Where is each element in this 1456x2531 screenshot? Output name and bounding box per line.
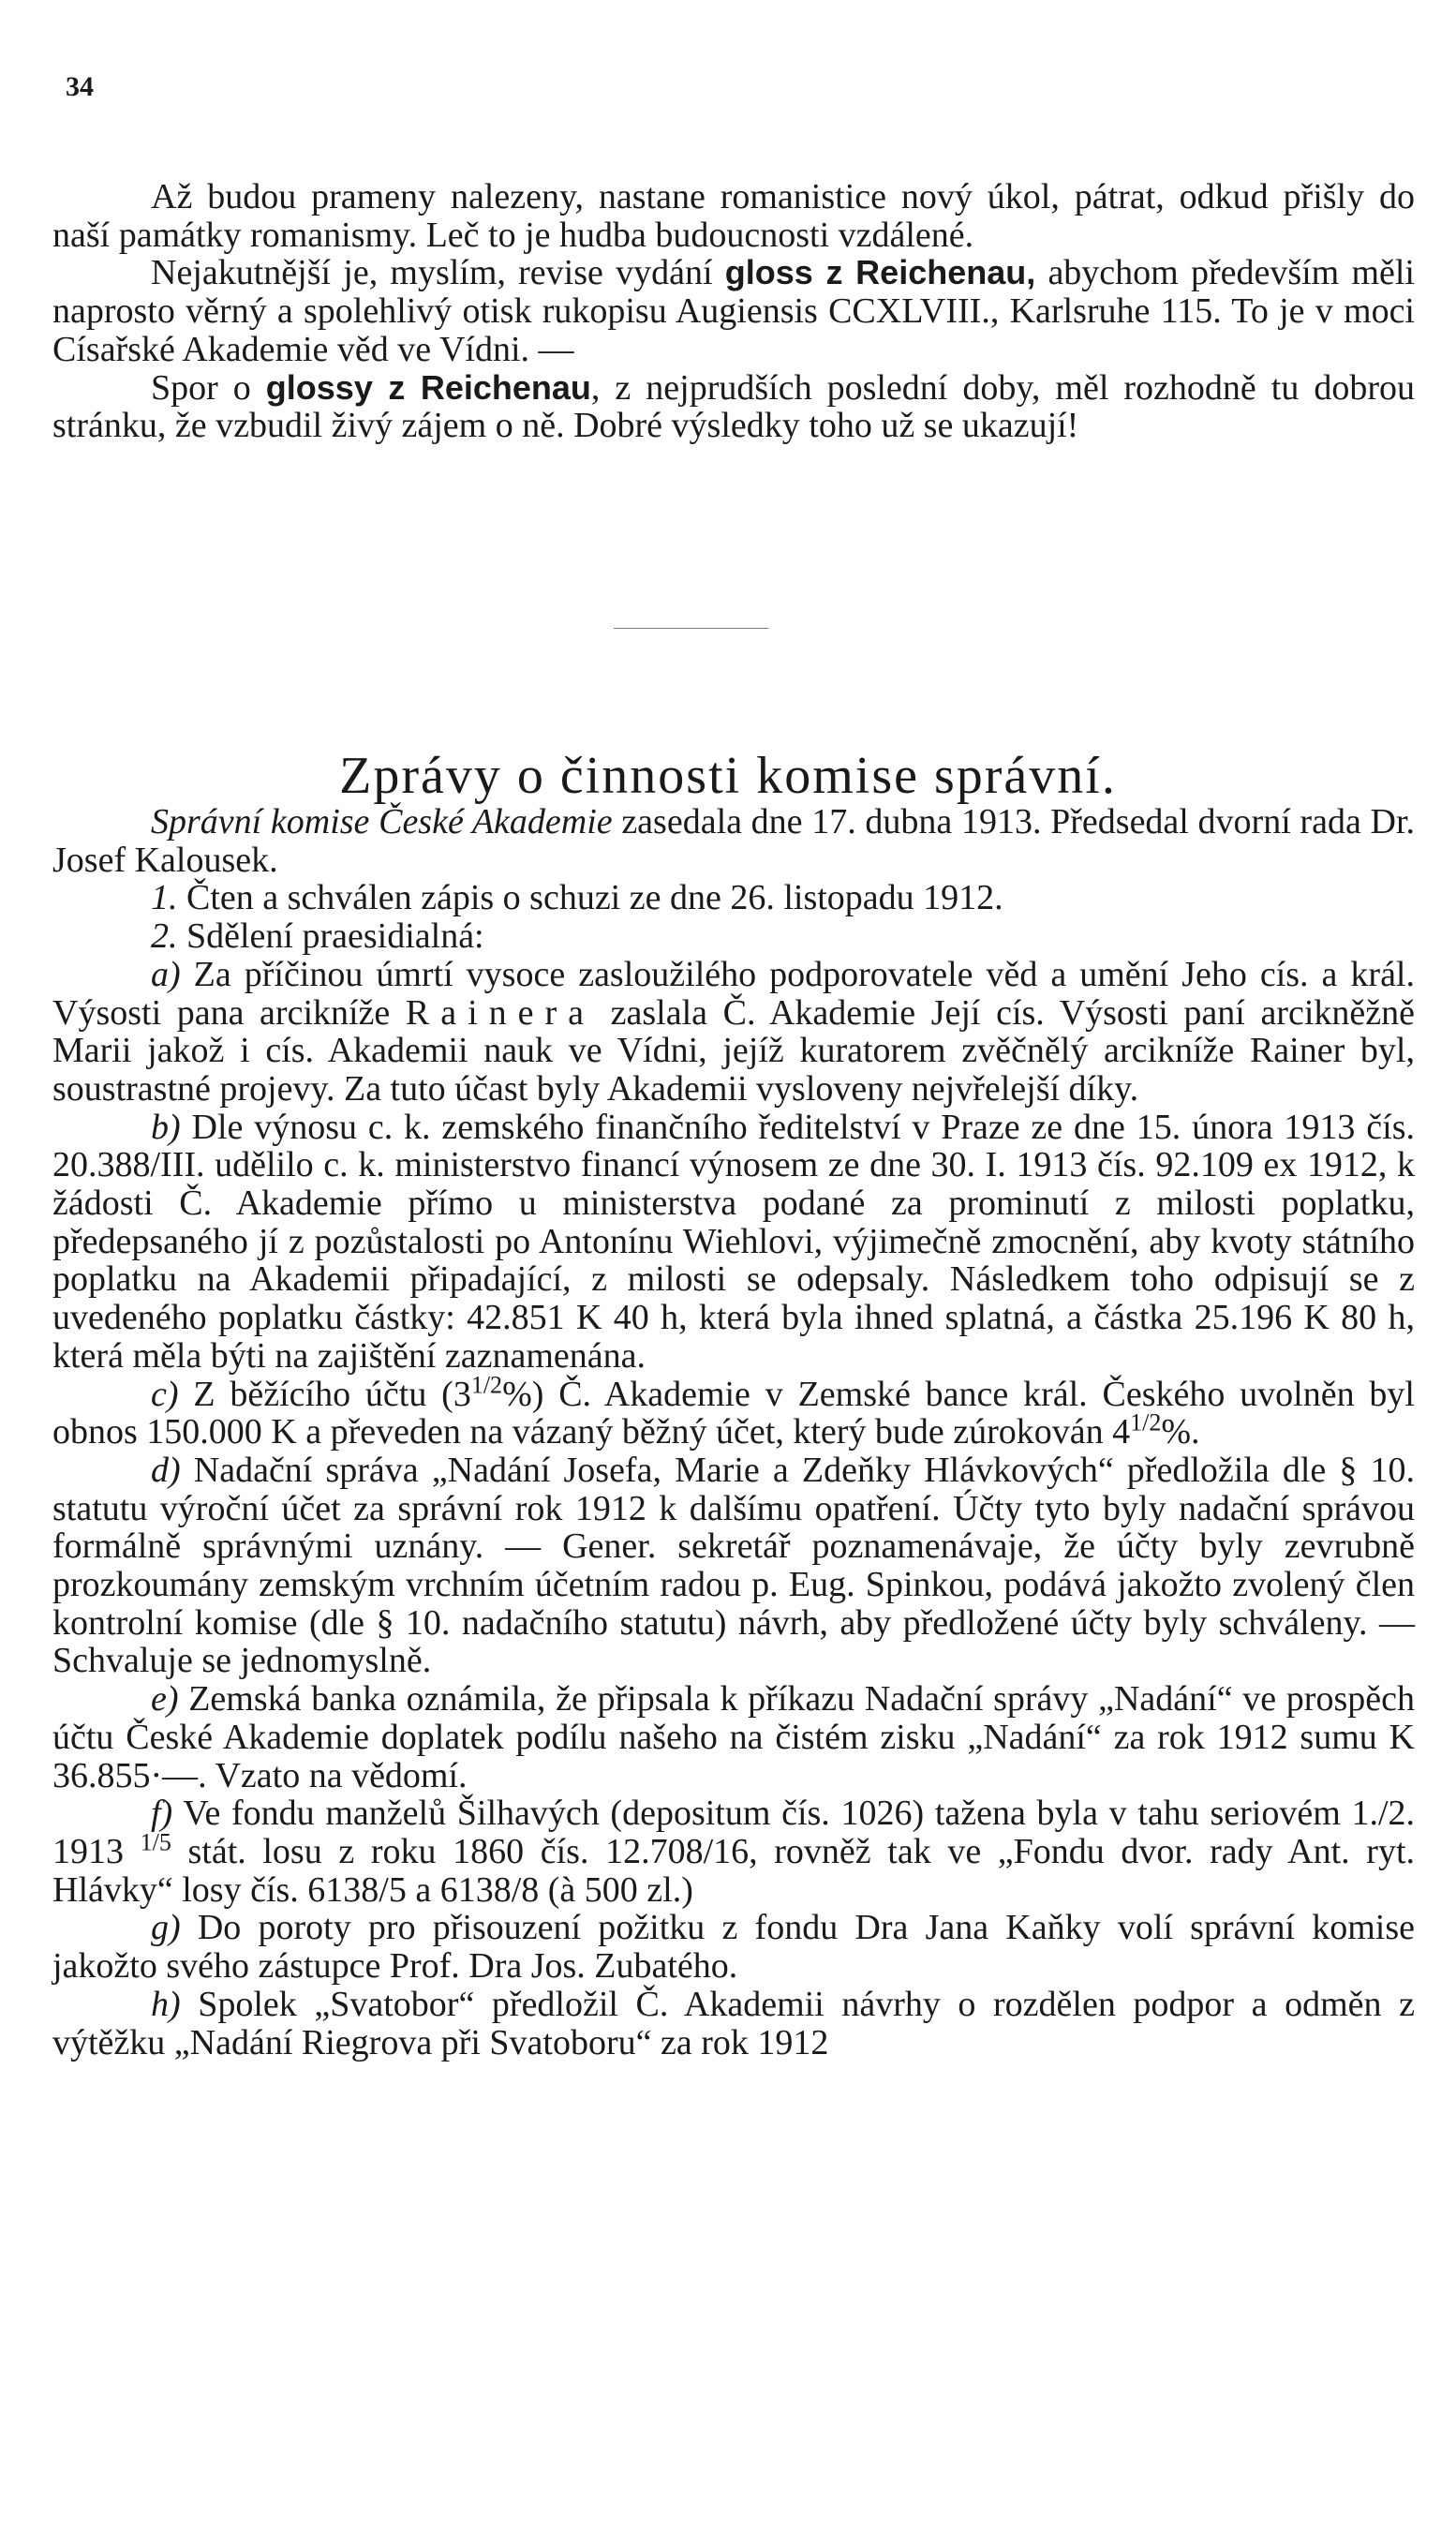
intro-paragraph-2-post: abychom především měli naprosto věrný a spolehlivý otisk rukopisu Augiensis CCXLVIII., Karlsruhe 115. To je v moci Císařské Akademie věd ve Vídni. — (52, 253, 1415, 369)
intro-paragraph-1 (52, 178, 1415, 254)
report-item-d-label: d) (151, 1450, 181, 1490)
report-item-c-fraction-1: 1/2 (470, 1370, 503, 1398)
report-item-a-post: zaslala Č. Akademie Její cís. Výsosti paní arcikněžně Marii jakož i cís. Akademii nauk ve Vídni, jejíž kuratorem zvěčnělý arcikníže Rainer byl, soustrastné projevy. Za tuto účast byly Akademii vysloveny nejvřelejší díky. (52, 992, 1415, 1109)
report-item-1 (52, 879, 1415, 917)
page-number: 34 (66, 71, 94, 102)
intro-paragraph-3-post: , z nejprudších poslední doby, měl rozhodně tu dobrou stránku, že vzbudil živý zájem o ně. Dobré výsledky toho už se ukazují! (52, 367, 1415, 446)
report-item-c-post: %. (1161, 1412, 1200, 1452)
report-opening-rest: zasedala dne 17. dubna 1913. Předsedal dvorní rada Dr. Josef Kalousek. (52, 802, 1415, 880)
report-item-2-text: Sdělení praesidialná: (177, 916, 484, 957)
report-item-a-spaced-name: Rainera (405, 992, 596, 1033)
intro-paragraph-2-bold: gloss z Reichenau, (724, 253, 1036, 292)
report-item-g-label: g) (151, 1908, 181, 1948)
report-item-b-text: Dle výnosu c. k. zemského finančního ředitelství v Praze ze dne 15. února 1913 čís. 20.388/III. udělilo c. k. ministerstvo financí výnosem ze dne 30. I. 1913 čís. 92.109 ex 1912, k žádosti Č. Akademie přímo u ministerstva podané za prominutí z milosti poplatku, předepsaného jí z pozůstalosti po Antonínu Wiehlovi, výjimečně zmocnění, aby kvoty státního poplatku na Akademii připadající, z milosti se odepsaly. Následkem toho odpisují se z uvedeného poplatku částky: 42.851 K 40 h, která byla ihned splatná, a částka 25.196 K 80 h, která měla býti na zajištění zaznamenána. (52, 1107, 1415, 1376)
report-item-1-label: 1. (151, 878, 178, 918)
report-opening-italic: Správní komise České Akademie (151, 802, 613, 841)
report-item-h (52, 1986, 1415, 2062)
report-item-f-post: stát. losu z roku 1860 čís. 12.708/16, rovněž tak ve „Fondu dvor. rady Ant. ryt. Hlávky“ losy čís. 6138/5 a 6138/8 (à 500 zl.) (52, 1831, 1415, 1910)
report-item-b (52, 1109, 1415, 1376)
report-item-b-label: b) (151, 1107, 181, 1147)
report-item-1-text: Čten a schválen zápis o schuzi ze dne 26. listopadu 1912. (177, 878, 1003, 918)
report-section (52, 803, 1415, 2062)
report-item-a (52, 956, 1415, 1109)
report-item-2-label: 2. (151, 916, 178, 957)
report-item-c (52, 1370, 1415, 1452)
intro-paragraph-2-pre: Nejakutnější je, myslím, revise vydání (151, 253, 725, 293)
report-item-e-label: e) (151, 1679, 179, 1720)
report-item-c-fraction-2: 1/2 (1130, 1408, 1162, 1437)
report-item-c-label: c) (151, 1374, 179, 1414)
report-item-a-label: a) (151, 954, 181, 994)
report-item-g (52, 1909, 1415, 1985)
report-item-h-text: Spolek „Svatobor“ předložil Č. Akademii návrhy o rozdělen podpor a odměn z výtěžku „Nadání Riegrova při Svatoboru“ za rok 1912 (52, 1984, 1415, 2062)
report-item-f (52, 1794, 1415, 1909)
intro-paragraph-1-text: Až budou prameny nalezeny, nastane romanistice nový úkol, pátrat, odkud přišly do naší památky romanismy. Leč to je hudba budoucnosti vzdálené. (52, 177, 1415, 255)
report-item-f-fraction: 1/5 (140, 1828, 171, 1856)
report-opening (52, 803, 1415, 879)
report-item-c-mid: %) Č. Akademie v Zemské bance král. Českého uvolněn byl obnos 150.000 K a převeden na vázaný běžný účet, který bude zúrokován 4 (52, 1374, 1415, 1452)
intro-paragraph-2 (52, 254, 1415, 368)
report-item-e-text: Zemská banka oznámila, že připsala k příkazu Nadační správy „Nadání“ ve prospěch účtu České Akademie doplatek podílu našeho na čistém zisku „Nadání“ za rok 1912 sumu K 36.855·—. Vzato na vědomí. (52, 1679, 1415, 1795)
report-item-h-label: h) (151, 1984, 181, 2024)
section-heading: Zprávy o činnosti komise správní. (339, 747, 1117, 806)
report-item-c-pre: Z běžícího účtu (3 (178, 1374, 471, 1414)
intro-paragraph-3 (52, 369, 1415, 445)
report-item-d-text: Nadační správa „Nadání Josefa, Marie a Zdeňky Hlávkových“ předložila dle § 10. statutu výroční účet za správní rok 1912 k dalšímu opatření. Účty tyto byly nadační správou formálně správnými uznány. — Gener. sekretář poznamenávaje, že účty byly zevrubně prozkoumány zemským vrchním účetním radou p. Eug. Spinkou, podává jakožto zvolený člen kontrolní komise (dle § 10. nadačního statutu) návrh, aby předložené účty byly schváleny. — Schvaluje se jednomyslně. (52, 1450, 1415, 1681)
section-divider (614, 628, 768, 629)
report-item-f-pre: Ve fondu manželů Šilhavých (depositum čís. 1026) tažena byla v tahu seriovém 1./2. 1913 (52, 1794, 1415, 1871)
intro-paragraph-3-bold: glossy z Reichenau (265, 367, 591, 407)
intro-section (52, 178, 1415, 445)
report-item-2 (52, 917, 1415, 956)
report-item-a-pre: Za příčinou úmrtí vysoce zasloužilého podporovatele věd a umění Jeho cís. a král. Výsosti pana arcikníže (52, 954, 1415, 1033)
report-item-e (52, 1680, 1415, 1794)
report-item-f-label: f) (151, 1794, 173, 1834)
report-item-d (52, 1452, 1415, 1680)
intro-paragraph-3-pre: Spor o (151, 367, 266, 408)
report-item-g-text: Do poroty pro přisouzení požitku z fondu Dra Jana Kaňky volí správní komise jakožto svého zástupce Prof. Dra Jos. Zubatého. (52, 1908, 1415, 1987)
